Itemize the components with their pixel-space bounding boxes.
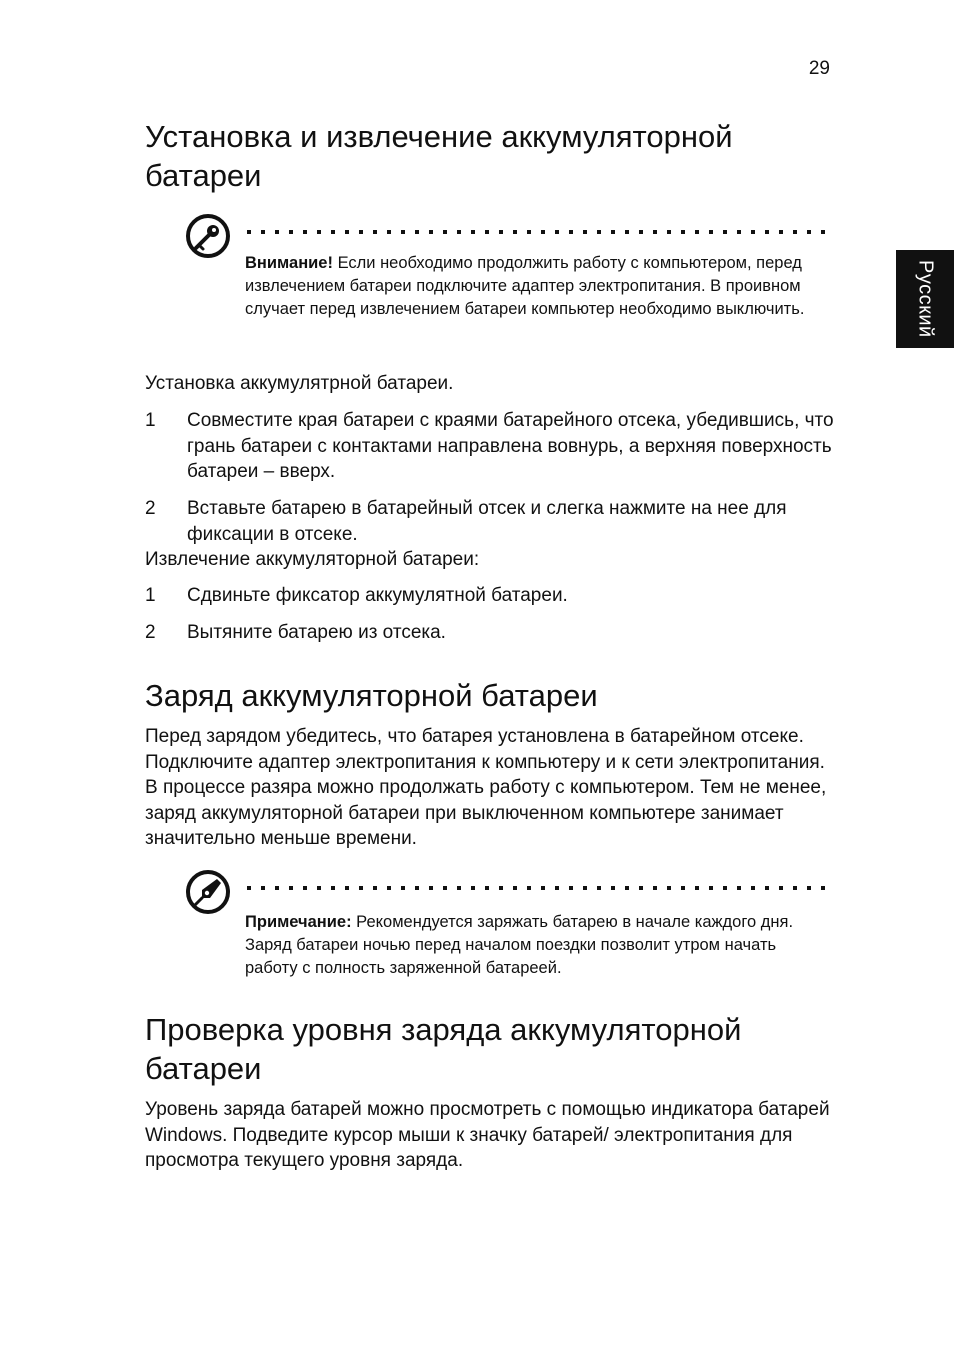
section-title-line: батареи xyxy=(145,1051,262,1086)
warning-label: Внимание! xyxy=(245,254,333,272)
section-title-checking xyxy=(145,1010,845,1088)
install-step-number: 2 xyxy=(145,498,156,519)
remove-step-text: Сдвиньте фиксатор аккумулятной батареи. xyxy=(187,585,568,606)
page-number: 29 xyxy=(808,58,830,79)
notice-divider xyxy=(245,885,830,891)
note-notice xyxy=(245,911,825,980)
remove-intro: Извлечение аккумуляторной батареи: xyxy=(145,549,480,570)
section-title-charging: Заряд аккумуляторной батареи xyxy=(145,678,598,713)
note-label: Примечание: xyxy=(245,913,352,931)
key-icon xyxy=(184,212,232,260)
charging-paragraph: Перед зарядом убедитесь, что батарея установлена в батарейном отсеке. Подключите адаптер электропитания к компьютеру и к сети электропитания. В процессе разяра можно продолжать работу с компьютером. Тем не менее, заряд аккумуляторной батареи при выключенном компьютере занимает значительно меньше времени. xyxy=(145,726,827,849)
remove-step-number: 1 xyxy=(145,585,156,606)
notice-divider xyxy=(245,229,830,235)
section-title-line: Установка и извлечение аккумуляторной xyxy=(145,119,733,154)
language-tab xyxy=(896,250,954,348)
install-step-number: 1 xyxy=(145,410,156,431)
section-title-install-remove xyxy=(145,117,845,195)
language-tab-label: Русский xyxy=(914,260,937,338)
install-intro: Установка аккумулятрной батареи. xyxy=(145,373,454,394)
warning-text: Если необходимо продолжить работу с компьютером, перед извлечением батареи подключите адаптер электропитания. В проивном случает перед извлечением батареи компьютер необходимо выключить. xyxy=(245,254,805,318)
section-title-line: Проверка уровня заряда аккумуляторной xyxy=(145,1012,742,1047)
checking-paragraph: Уровень заряда батарей можно просмотреть с помощью индикатора батарей Windows. Подведите курсор мыши к значку батарей/ электропитания для просмотра текущего уровня заряда. xyxy=(145,1099,830,1171)
install-step-text: Совместите края батареи с краями батарейного отсека, убедившись, что грань батареи с контактами направлена вовнурь, а верхняя поверхность батареи – вверх. xyxy=(187,410,834,482)
note-text: Рекомендуется заряжать батарею в начале каждого дня. Заряд батареи ночью перед началом поездки позволит утром начать работу с полность заряженной батареей. xyxy=(245,913,794,977)
remove-step-number: 2 xyxy=(145,622,156,643)
install-step-text: Вставьте батарею в батарейный отсек и слегка нажмите на нее для фиксации в отсеке. xyxy=(187,498,787,545)
warning-notice xyxy=(245,252,825,321)
section-title-line: батареи xyxy=(145,158,262,193)
remove-step-text: Вытяните батарею из отсека. xyxy=(187,622,446,643)
pen-nib-icon xyxy=(184,868,232,916)
